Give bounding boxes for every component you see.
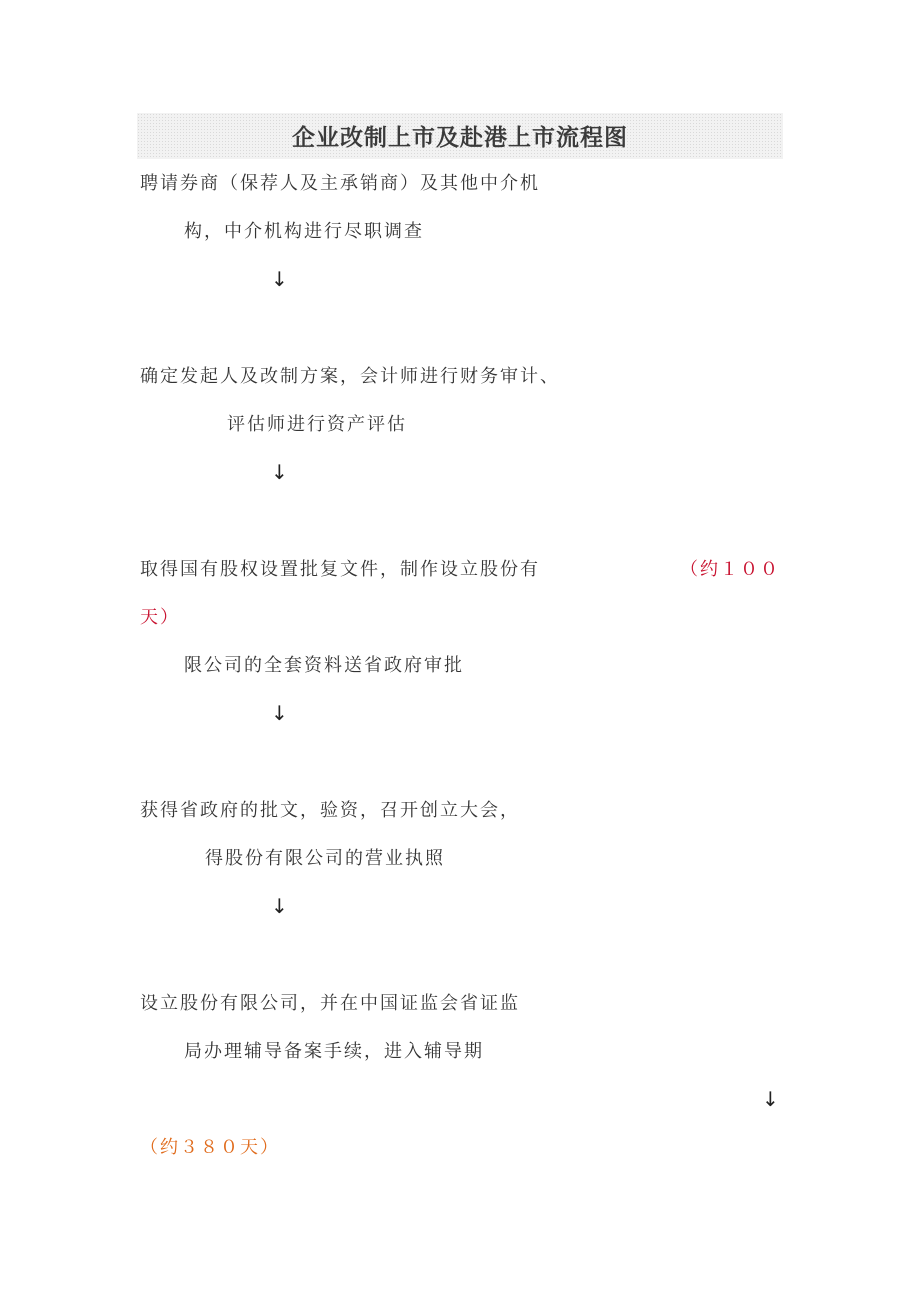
step-5-line-2: 局办理辅导备案手续，进入辅导期 [184, 1041, 484, 1062]
duration-note-100-days-suffix: 天） [140, 607, 180, 628]
page-title: 企业改制上市及赴港上市流程图 [292, 124, 628, 151]
step-4-line-1: 获得省政府的批文，验资，召开创立大会， [140, 800, 520, 821]
step-4-line-2: 得股份有限公司的营业执照 [205, 848, 445, 869]
down-arrow-icon: ↓ [271, 894, 288, 918]
duration-note-100-days: （约１００ [680, 559, 780, 580]
step-5-line-1: 设立股份有限公司，并在中国证监会省证监 [140, 993, 520, 1014]
step-1-line-1: 聘请券商（保荐人及主承销商）及其他中介机 [140, 173, 540, 194]
down-arrow-icon: ↓ [271, 460, 288, 484]
down-arrow-icon: ↓ [762, 1087, 779, 1111]
down-arrow-icon: ↓ [271, 267, 288, 291]
down-arrow-icon: ↓ [271, 701, 288, 725]
step-2-line-1: 确定发起人及改制方案，会计师进行财务审计、 [140, 366, 560, 387]
step-3-line-1: 取得国有股权设置批复文件，制作设立股份有 [140, 559, 540, 580]
duration-note-380-days: （约３８０天） [140, 1137, 280, 1158]
step-2-line-2: 评估师进行资产评估 [227, 414, 407, 435]
step-1-line-2: 构，中介机构进行尽职调查 [184, 221, 424, 242]
step-3-line-2: 限公司的全套资料送省政府审批 [184, 655, 464, 676]
